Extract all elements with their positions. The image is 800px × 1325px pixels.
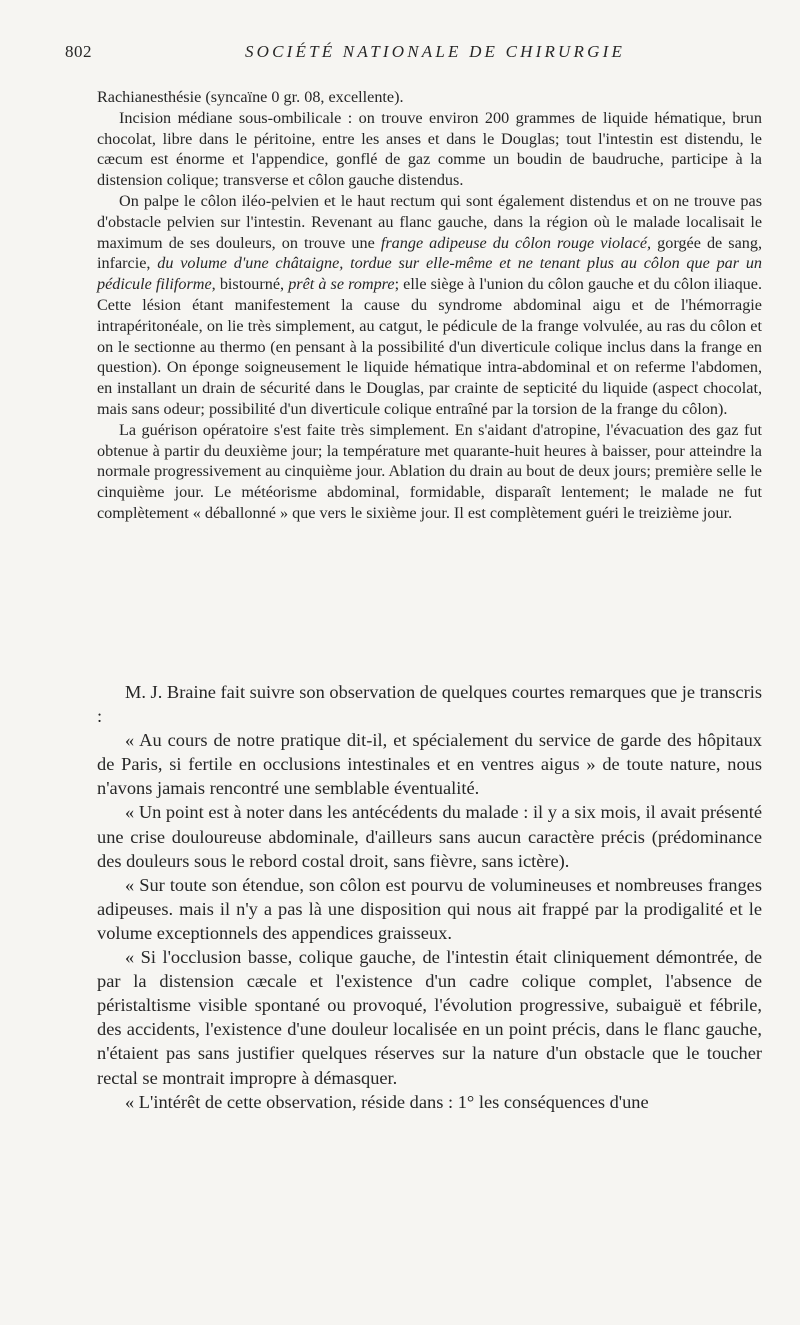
paragraph-intro: M. J. Braine fait suivre son observation de quelques courtes remarques que je transcris :: [97, 682, 762, 727]
palpation-italic-2: du volume d'une châtaigne, tordue sur elle-même et ne tenant plus au côlon que par un pédicule filiforme,: [97, 254, 763, 294]
paragraph-recovery: La guérison opératoire s'est faite très simplement. En s'aidant d'atropine, l'évacuation des gaz fut obtenue à partir du deuxième jour; la température met quarante-huit heures à baisser, pour atteindre la normale progressivement au cinquième jour. Ablation du drain au bout de deux jours; première selle le cinquième jour. Le météorisme abdominal, formidable, disparaît lentement; le malade ne fut complètement « déballonné » que vers le sixième jour. Il est complètement guéri le treizième jour.: [97, 420, 762, 522]
palpation-italic-3: prêt à se rompre: [288, 275, 395, 294]
page-number: 802: [65, 42, 92, 61]
palpation-text-2: gorgée de sang, infarcie,: [97, 233, 763, 273]
palpation-text-1: On palpe le côlon iléo-pelvien et le haut rectum qui sont également distendus et on ne trouve pas d'obstacle pelvien sur l'intestin. Revenant au flanc gauche, dans la région où le malade localisait le maximum de ses douleurs, on trouve une: [97, 191, 762, 252]
running-title: SOCIÉTÉ NATIONALE DE CHIRURGIE: [244, 42, 626, 61]
paragraph-quote-2: « Un point est à noter dans les antécédents du malade : il y a six mois, il avait présenté une crise douloureuse abdominale, d'ailleurs sans aucun caractère précis (prédominance des douleurs sous le rebord costal droit, sans fièvre, sans ictère).: [97, 802, 762, 871]
remarks-section: [97, 680, 762, 1114]
paragraph-quote-3: « Sur toute son étendue, son côlon est pourvu de volumineuses et nombreuses franges adipeuses. mais il n'y a pas là une disposition qui nous ait frappé par la prodigalité et le volume exceptionnels des appendices graisseux.: [97, 874, 762, 943]
palpation-italic-1: frange adipeuse du côlon rouge violacé,: [380, 233, 652, 252]
paragraph-palpation: [97, 191, 762, 420]
case-report-section: [97, 87, 762, 524]
paragraph-incision: Incision médiane sous-ombilicale : on trouve environ 200 grammes de liquide hématique, brun chocolat, libre dans le péritoine, entre les anses et dans le Douglas; tout l'intestin est distendu, le cæcum est énorme et l'appendice, gonflé de gaz comme un boudin de baudruche, participe à la distension colique; transverse et côlon gauche distendus.: [97, 108, 762, 190]
palpation-text-4: ; elle siège à l'union du côlon gauche et du côlon iliaque. Cette lésion étant manifestement la cause du syndrome abdominal aigu et de l'hémorragie intrapéritonéale, on lie très simplement, au catgut, le pédicule de la frange volvulée, au ras du côlon et on le sectionne au thermo (en pensant à la possibilité d'un diverticule colique inclus dans la frange en question). On éponge soigneusement le liquide hématique intra-abdominal et on referme l'abdomen, en installant un drain de sécurité dans le Douglas, par crainte de septicité du liquide (aspect chocolat, mais sans odeur; possibilité d'un diverticule colique entraîné par la torsion de la frange du côlon).: [97, 275, 763, 418]
paragraph-quote-1: « Au cours de notre pratique dit-il, et spécialement du service de garde des hôpitaux de Paris, si fertile en occlusions intestinales et en ventres aigus » de toute nature, nous n'avons jamais rencontré une semblable éventualité.: [97, 730, 762, 799]
palpation-text-3: bistourné,: [219, 275, 285, 294]
paragraph-anesthesia: Rachianesthésie (syncaïne 0 gr. 08, excellente).: [97, 88, 404, 106]
paragraph-quote-5: « L'intérêt de cette observation, réside dans : 1° les conséquences d'une: [125, 1091, 649, 1112]
paragraph-quote-4: « Si l'occlusion basse, colique gauche, de l'intestin était cliniquement démontrée, de par la distension cæcale et l'existence d'un cadre colique complet, l'absence de péristaltisme visible spontané ou provoqué, l'évolution progressive, subaiguë et fébrile, des accidents, l'existence d'une douleur localisée en un point précis, dans le flanc gauche, n'étaient pas sans justifier quelques réserves sur la nature d'un obstacle que le toucher rectal se montrait impropre à démasquer.: [97, 947, 762, 1088]
page-header: [65, 42, 765, 66]
